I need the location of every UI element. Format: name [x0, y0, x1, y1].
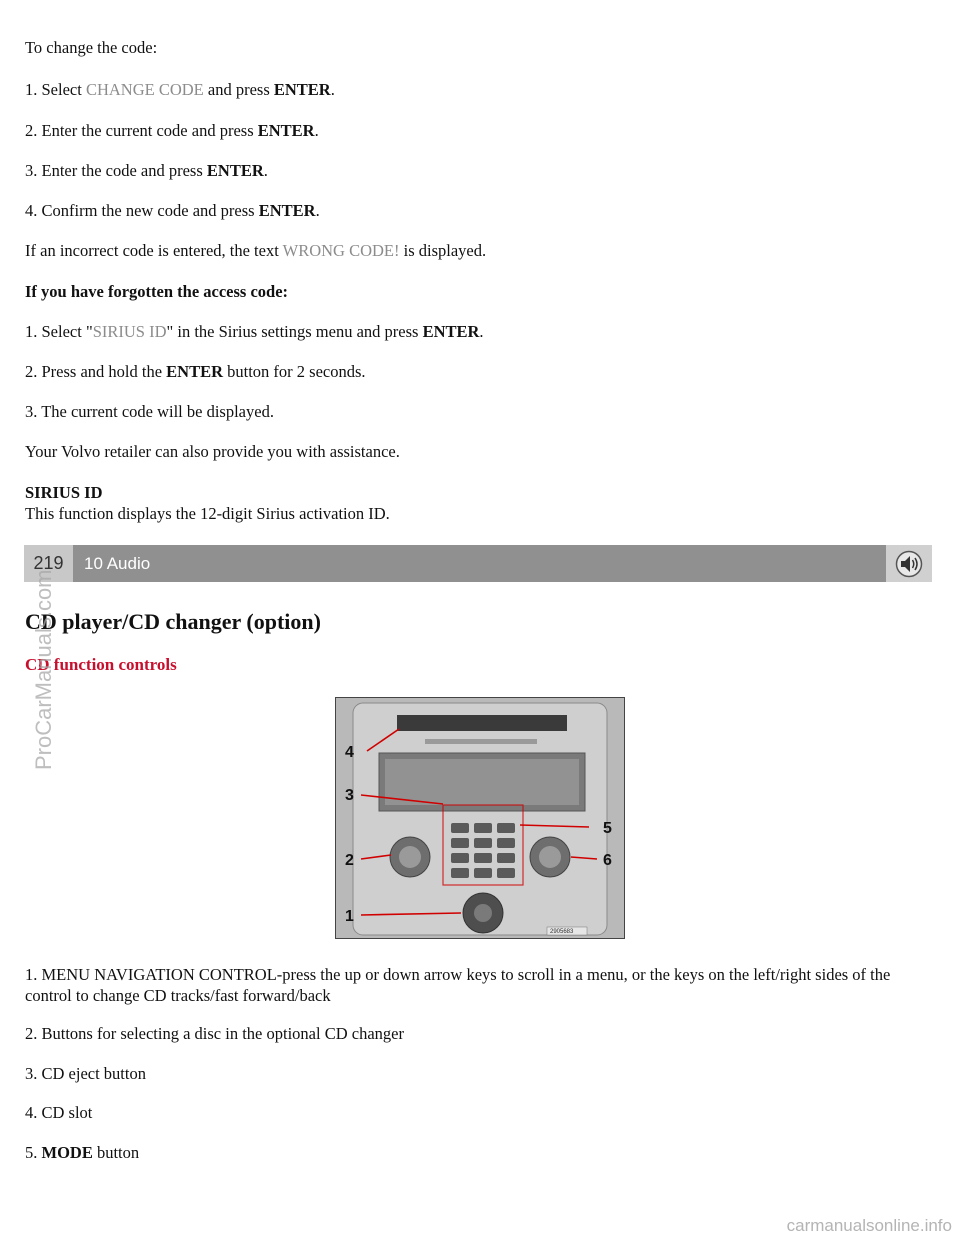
legend-item-4: 4. CD slot [25, 1103, 93, 1122]
legend-item-1: 1. MENU NAVIGATION CONTROL-press the up or down arrow keys to scroll in a menu, or the keys on the left/right sides of the control to change CD tracks/fast forward/back [25, 965, 891, 1005]
menu-text-wrong-code: WRONG CODE! [282, 241, 400, 260]
callout-4: 4 [345, 744, 354, 761]
change-code-intro: To change the code: [25, 38, 158, 57]
figure-code: 2905683 [550, 929, 574, 935]
legend-item-5: 5. MODE button [25, 1143, 140, 1162]
change-code-step-3: 3. Enter the code and press ENTER. [25, 161, 268, 180]
legend-item-2: 2. Buttons for selecting a disc in the optional CD changer [25, 1024, 404, 1043]
cd-section-title: CD player/CD changer (option) [25, 609, 321, 634]
section-header-bar [24, 545, 932, 582]
callout-6: 6 [603, 852, 612, 869]
menu-text-change-code: CHANGE CODE [85, 80, 204, 99]
callout-2: 2 [345, 852, 354, 869]
retailer-note: Your Volvo retailer can also provide you with assistance. [25, 442, 400, 461]
legend-item-3: 3. CD eject button [25, 1064, 146, 1083]
side-watermark: ProCarManuals.com [31, 569, 56, 770]
sirius-id-heading: SIRIUS ID [25, 483, 103, 502]
menu-text-sirius-id: SIRIUS ID [92, 322, 167, 341]
wrong-code-note: If an incorrect code is entered, the text WRONG CODE! is displayed. [25, 241, 487, 260]
cd-section-subtitle: CD function controls [25, 655, 177, 674]
footer-watermark: carmanualsonline.info [786, 1216, 952, 1235]
change-code-step-4: 4. Confirm the new code and press ENTER. [25, 201, 320, 220]
forgotten-step-3: 3. The current code will be displayed. [25, 402, 274, 421]
callout-5: 5 [603, 820, 612, 837]
forgotten-step-1: 1. Select "SIRIUS ID" in the Sirius settings menu and press ENTER. [25, 322, 484, 341]
callout-3: 3 [345, 787, 354, 804]
forgotten-step-2: 2. Press and hold the ENTER button for 2 seconds. [25, 362, 366, 381]
page-number: 219 [24, 545, 73, 582]
change-code-step-1: 1. Select CHANGE CODE and press ENTER. [25, 80, 335, 99]
speaker-icon [886, 545, 932, 582]
callout-1: 1 [345, 908, 354, 925]
sirius-id-text: This function displays the 12-digit Sirius activation ID. [25, 504, 390, 523]
cd-controls-illustration [335, 697, 625, 939]
forgotten-code-heading: If you have forgotten the access code: [25, 282, 289, 301]
change-code-step-2: 2. Enter the current code and press ENTER. [25, 121, 319, 140]
cd-panel-diagram [335, 697, 625, 939]
cd-slot [397, 715, 567, 731]
section-title: 10 Audio [84, 554, 151, 573]
